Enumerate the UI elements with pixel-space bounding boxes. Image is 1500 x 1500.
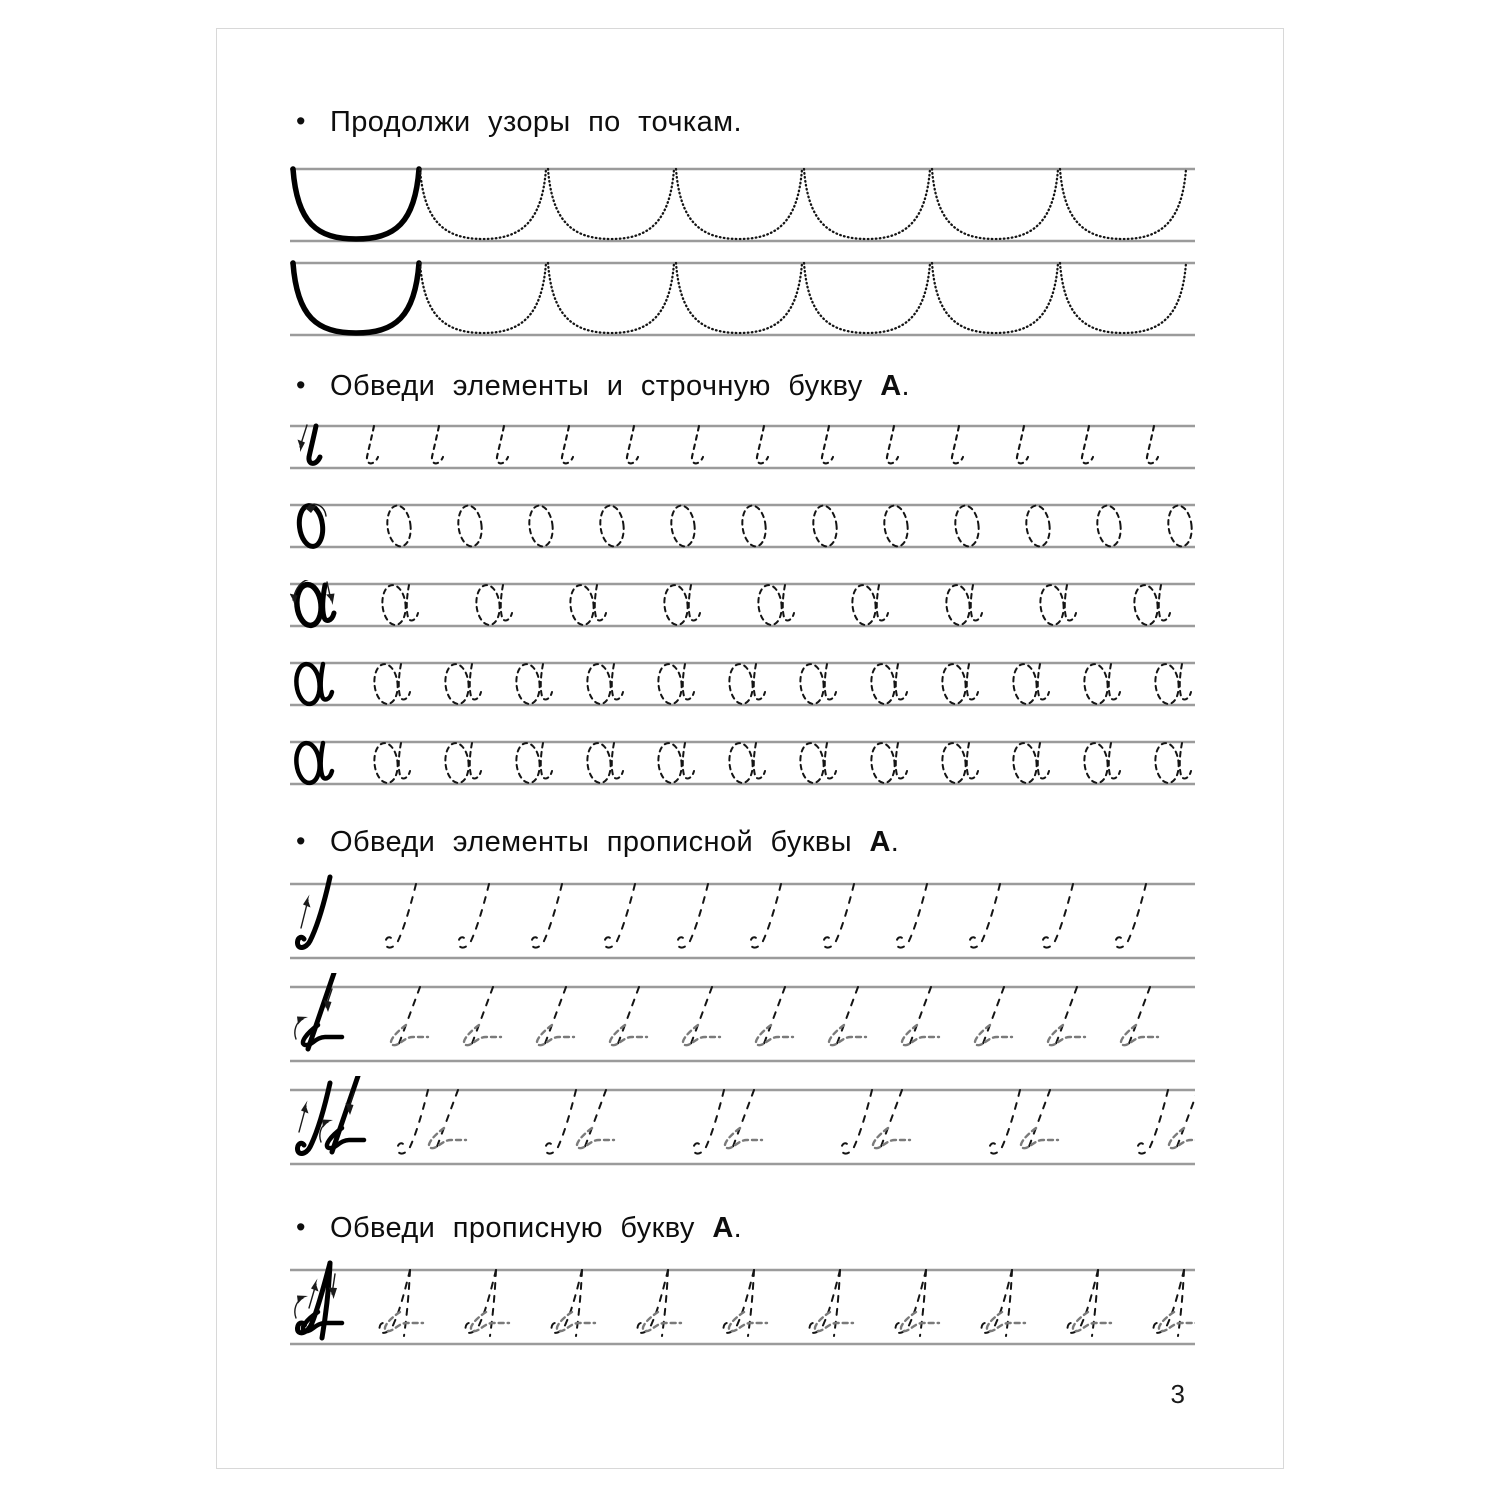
traced-capital-element-1 xyxy=(385,884,416,948)
traced-capital-element-2 xyxy=(829,987,866,1049)
traced-capital-elements xyxy=(989,1090,1058,1154)
traced-a xyxy=(443,742,481,784)
traced-capital-a xyxy=(1067,1270,1111,1336)
a-row-2 xyxy=(290,738,1195,788)
traced-a xyxy=(869,742,907,784)
solid-example-arc xyxy=(293,169,419,239)
traced-oval xyxy=(740,504,768,547)
traced-arc xyxy=(932,263,1058,333)
traced-capital-element-1 xyxy=(969,884,1000,948)
bullet-icon: • xyxy=(296,1212,306,1242)
traced-a xyxy=(1082,663,1120,705)
bullet-icon: • xyxy=(296,826,306,856)
traced-capital-elements xyxy=(545,1090,614,1154)
traced-i-element xyxy=(367,426,378,463)
traced-a xyxy=(944,584,982,626)
traced-a xyxy=(1082,742,1120,784)
traced-capital-element-2 xyxy=(464,987,501,1049)
traced-oval xyxy=(385,504,413,547)
traced-capital-element-1 xyxy=(531,884,562,948)
traced-arc xyxy=(676,263,802,333)
traced-capital-element-2 xyxy=(391,987,428,1049)
traced-a xyxy=(869,663,907,705)
traced-oval xyxy=(1166,504,1194,547)
traced-capital-a xyxy=(465,1270,509,1336)
traced-oval xyxy=(882,504,910,547)
target-letter: А xyxy=(880,370,902,402)
traced-a xyxy=(474,584,512,626)
traced-arc xyxy=(420,169,546,239)
pattern-row-2 xyxy=(290,259,1195,339)
traced-oval xyxy=(669,504,697,547)
solid-example-capital-elements xyxy=(297,1076,364,1154)
traced-capital-a xyxy=(551,1270,595,1336)
traced-oval xyxy=(811,504,839,547)
traced-capital-element-2 xyxy=(902,987,939,1049)
i-element-row xyxy=(290,422,1195,472)
page-number: 3 xyxy=(1170,1379,1185,1409)
traced-a xyxy=(756,584,794,626)
capital-elements-combined-row xyxy=(290,1076,1195,1168)
target-letter: А xyxy=(869,826,891,858)
task-heading-patterns xyxy=(290,105,1283,139)
traced-a xyxy=(514,663,552,705)
traced-capital-element-1 xyxy=(458,884,489,948)
traced-capital-element-1 xyxy=(604,884,635,948)
stroke-direction-arrow xyxy=(301,895,311,929)
a-elements-row xyxy=(290,580,1195,630)
traced-i-element xyxy=(627,426,638,463)
traced-a xyxy=(1038,584,1076,626)
traced-a xyxy=(850,584,888,626)
solid-example-a xyxy=(294,742,332,784)
traced-a xyxy=(656,663,694,705)
traced-capital-a xyxy=(981,1270,1025,1336)
traced-capital-a xyxy=(1153,1270,1195,1336)
traced-capital-element-2 xyxy=(610,987,647,1049)
traced-a xyxy=(1011,742,1049,784)
bullet-icon: • xyxy=(296,370,306,400)
traced-a xyxy=(1011,663,1049,705)
traced-capital-a xyxy=(809,1270,853,1336)
task-heading-capital-elements xyxy=(290,825,1283,859)
traced-capital-element-2 xyxy=(1048,987,1085,1049)
traced-a xyxy=(798,663,836,705)
traced-capital-element-1 xyxy=(677,884,708,948)
traced-capital-a xyxy=(379,1270,423,1336)
solid-example-capital-a xyxy=(295,1263,342,1338)
traced-i-element xyxy=(1147,426,1158,463)
solid-example-i-element xyxy=(298,425,321,463)
traced-a xyxy=(514,742,552,784)
period: . xyxy=(901,370,910,402)
traced-capital-elements xyxy=(841,1090,910,1154)
traced-capital-element-1 xyxy=(1115,884,1146,948)
traced-capital-elements xyxy=(397,1090,466,1154)
traced-capital-element-2 xyxy=(537,987,574,1049)
traced-a xyxy=(1132,584,1170,626)
solid-example-oval xyxy=(297,504,326,548)
a-row-1 xyxy=(290,659,1195,709)
traced-i-element xyxy=(497,426,508,463)
solid-example-capital-element-1 xyxy=(297,877,330,948)
traced-i-element xyxy=(432,426,443,463)
traced-capital-elements xyxy=(1137,1090,1195,1154)
traced-i-element xyxy=(562,426,573,463)
traced-arc xyxy=(804,169,930,239)
traced-a xyxy=(585,663,623,705)
traced-i-element xyxy=(822,426,833,463)
worksheet-page xyxy=(216,28,1284,1469)
task-heading-text: Продолжи узоры по точкам. xyxy=(330,106,742,138)
traced-oval xyxy=(1024,504,1052,547)
traced-capital-element-2 xyxy=(975,987,1012,1049)
traced-a xyxy=(380,584,418,626)
traced-capital-a xyxy=(723,1270,767,1336)
traced-a xyxy=(1153,742,1191,784)
traced-arc xyxy=(804,263,930,333)
traced-i-element xyxy=(692,426,703,463)
traced-arc xyxy=(548,169,674,239)
traced-a xyxy=(372,742,410,784)
traced-a xyxy=(585,742,623,784)
traced-a xyxy=(372,663,410,705)
traced-oval xyxy=(527,504,555,547)
task-heading-lowercase xyxy=(290,369,1283,403)
traced-a xyxy=(568,584,606,626)
traced-capital-elements xyxy=(693,1090,762,1154)
traced-i-element xyxy=(952,426,963,463)
stroke-direction-arrow xyxy=(298,425,308,452)
traced-a xyxy=(940,663,978,705)
traced-a xyxy=(727,663,765,705)
traced-a xyxy=(656,742,694,784)
capital-element-2-row xyxy=(290,973,1195,1065)
traced-i-element xyxy=(757,426,768,463)
solid-example-capital-element-2 xyxy=(295,973,342,1049)
traced-i-element xyxy=(887,426,898,463)
traced-a xyxy=(940,742,978,784)
traced-capital-element-1 xyxy=(823,884,854,948)
period: . xyxy=(733,1212,743,1244)
task-heading-text: Обведи прописную букву xyxy=(330,1212,695,1244)
period: . xyxy=(890,826,900,858)
traced-a xyxy=(798,742,836,784)
traced-a xyxy=(727,742,765,784)
traced-oval xyxy=(456,504,484,547)
traced-i-element xyxy=(1082,426,1093,463)
traced-oval xyxy=(1095,504,1123,547)
solid-example-arc xyxy=(293,263,419,333)
oval-row xyxy=(290,501,1195,551)
traced-a xyxy=(1153,663,1191,705)
solid-example-a xyxy=(290,580,335,627)
traced-arc xyxy=(420,263,546,333)
task-heading-text: Обведи элементы и строчную букву xyxy=(330,370,863,402)
traced-arc xyxy=(548,263,674,333)
traced-arc xyxy=(1060,169,1186,239)
traced-arc xyxy=(932,169,1058,239)
bullet-icon: • xyxy=(296,106,306,136)
traced-arc xyxy=(676,169,802,239)
traced-oval xyxy=(953,504,981,547)
traced-capital-element-1 xyxy=(1042,884,1073,948)
page-content xyxy=(217,29,1283,1348)
traced-capital-element-2 xyxy=(1121,987,1158,1049)
traced-a xyxy=(662,584,700,626)
traced-oval xyxy=(598,504,626,547)
task-heading-text: Обведи элементы прописной буквы xyxy=(330,826,852,858)
pattern-row-1 xyxy=(290,165,1195,245)
solid-example-a xyxy=(294,663,332,705)
traced-capital-element-2 xyxy=(756,987,793,1049)
target-letter: А xyxy=(712,1212,734,1244)
capital-element-1-row xyxy=(290,870,1195,962)
traced-capital-element-1 xyxy=(750,884,781,948)
traced-arc xyxy=(1060,263,1186,333)
traced-capital-element-2 xyxy=(683,987,720,1049)
traced-capital-a xyxy=(637,1270,681,1336)
traced-i-element xyxy=(1017,426,1028,463)
traced-a xyxy=(443,663,481,705)
task-heading-capital-letter xyxy=(290,1211,1283,1245)
traced-capital-element-1 xyxy=(896,884,927,948)
traced-capital-a xyxy=(895,1270,939,1336)
capital-a-row xyxy=(290,1256,1195,1348)
